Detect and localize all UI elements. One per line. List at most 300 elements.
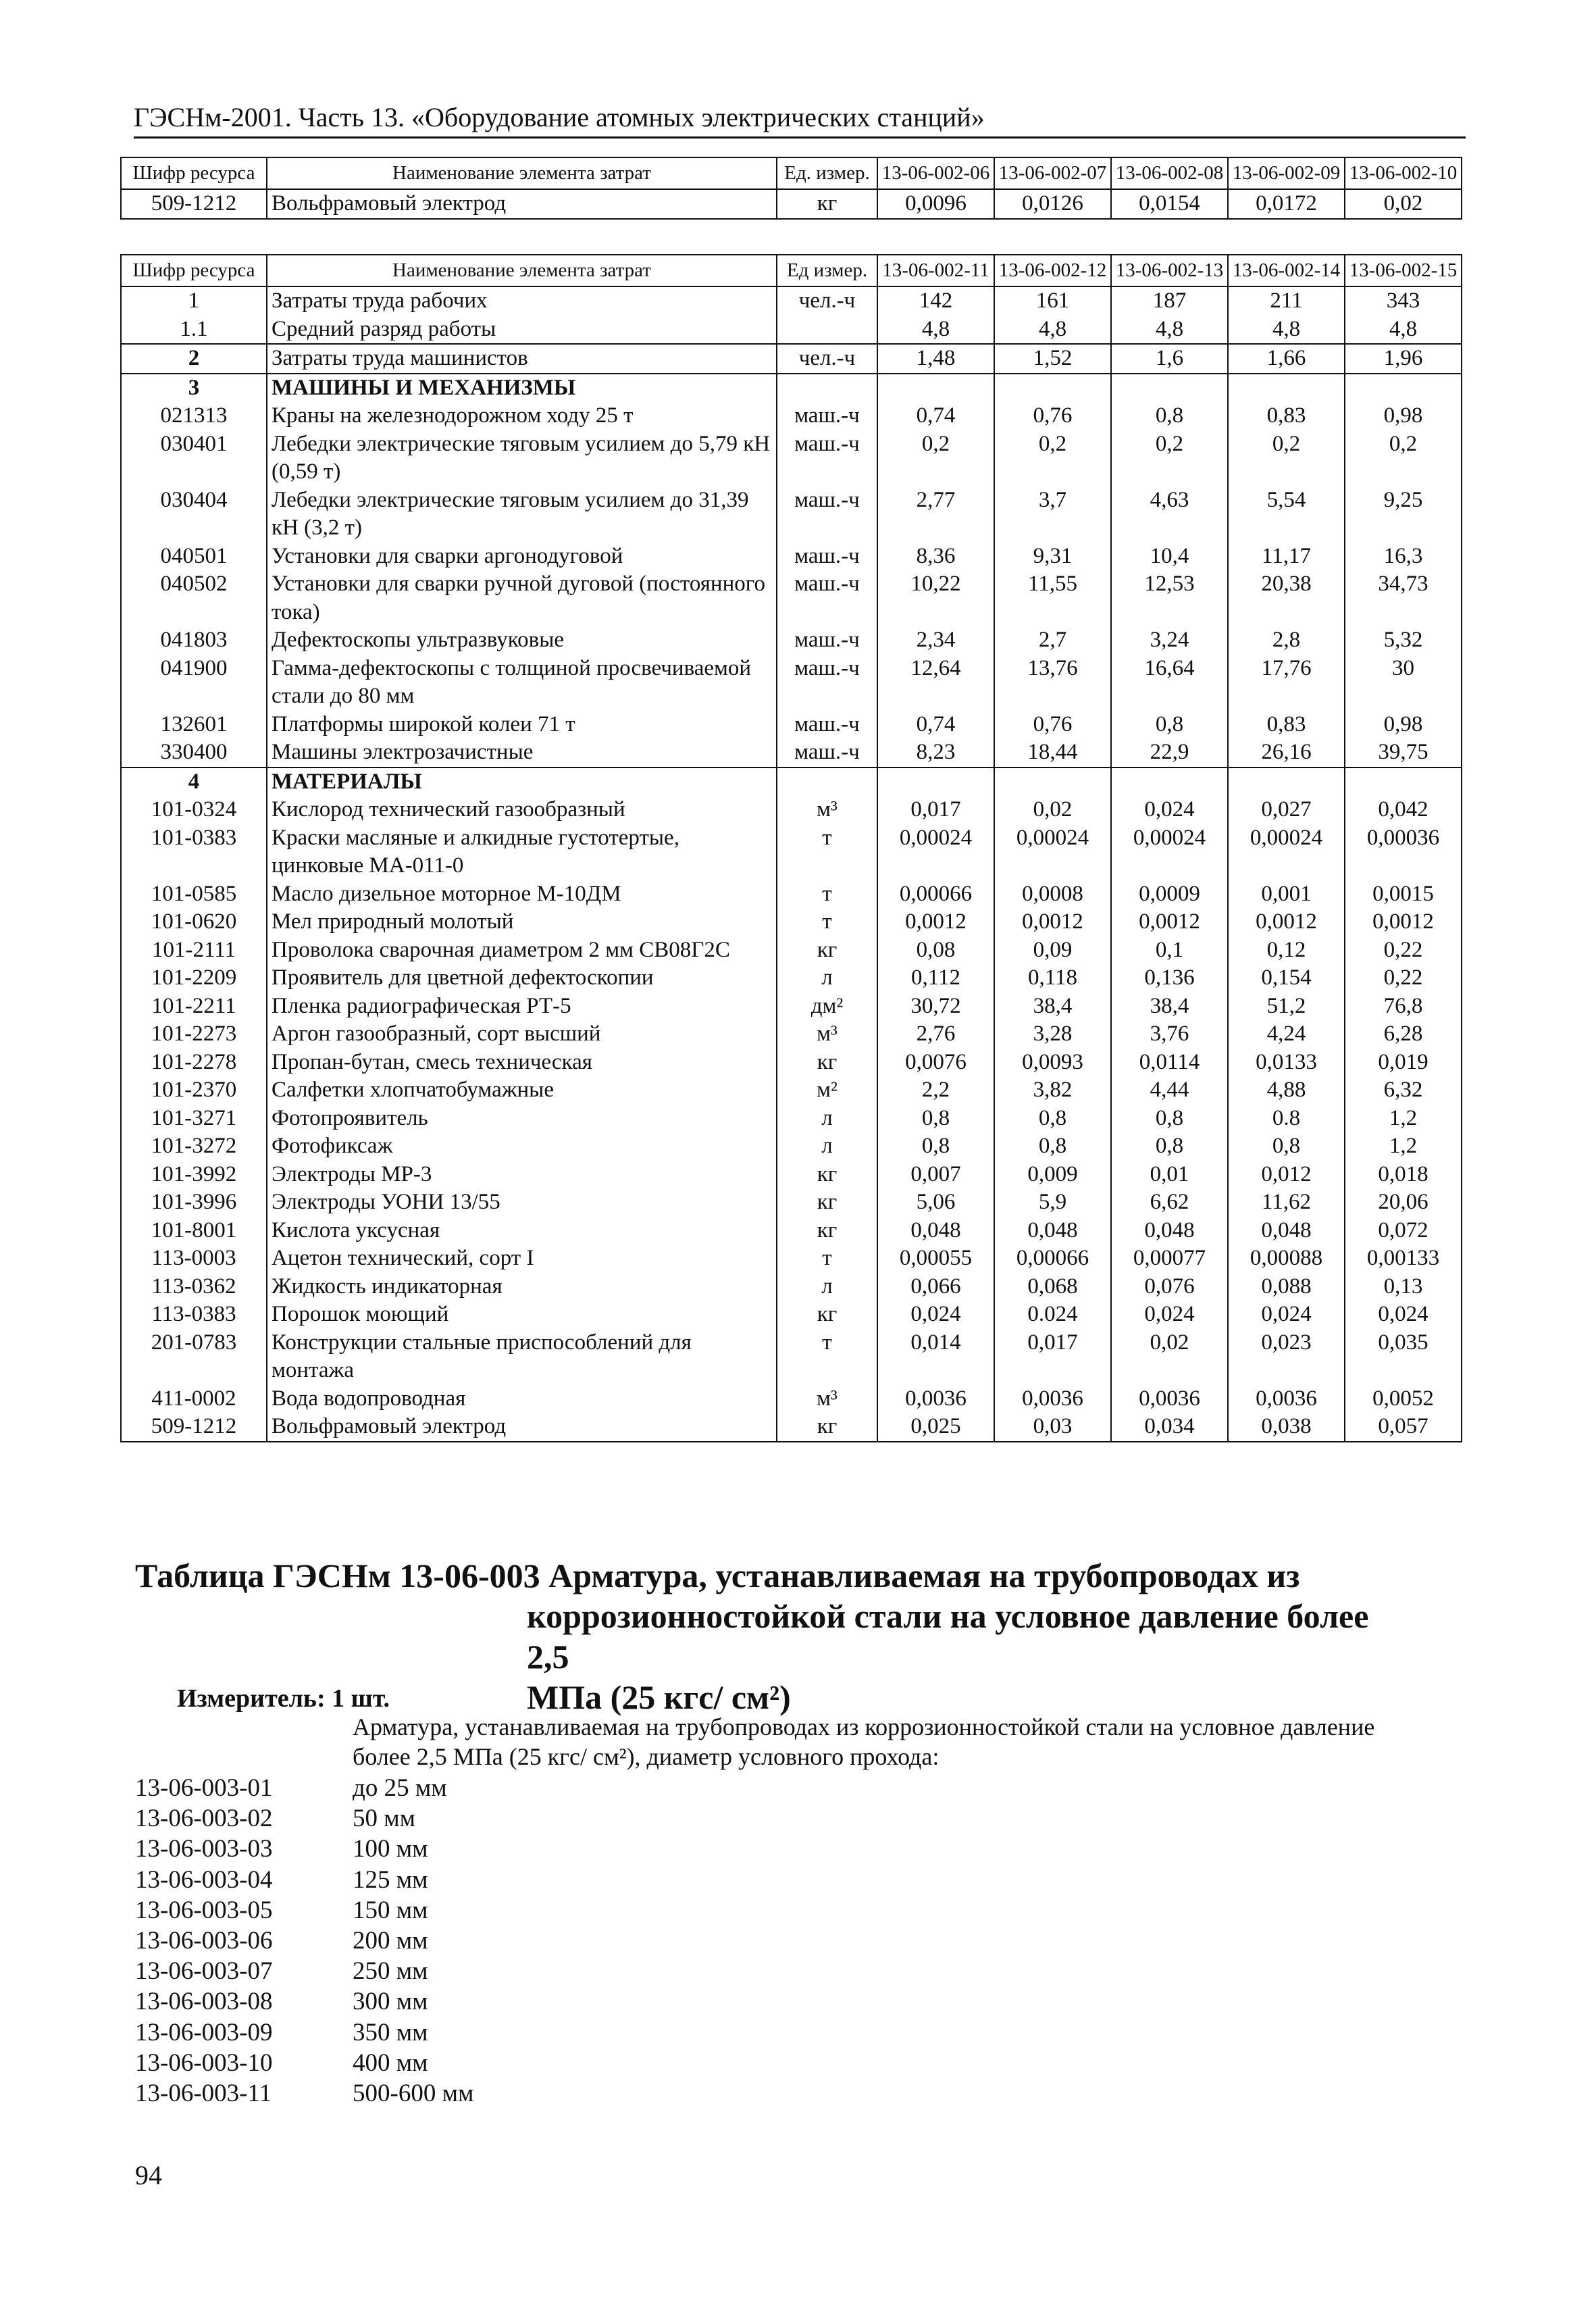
resource-name: Затраты труда машинистов bbox=[267, 344, 777, 374]
value-cell: 0,024 bbox=[1228, 1301, 1345, 1329]
value-cell: 0.8 bbox=[1228, 1105, 1345, 1133]
table-row bbox=[121, 1132, 1462, 1161]
value-cell: 4,8 bbox=[1111, 316, 1228, 345]
norm-code: 13-06-003-09 bbox=[135, 2018, 273, 2046]
value-cell: 0,042 bbox=[1345, 796, 1462, 824]
unit-cell: кг bbox=[777, 1301, 877, 1329]
resource-name: МАТЕРИАЛЫ bbox=[267, 768, 777, 797]
value-cell bbox=[877, 768, 994, 797]
value-cell: 8,36 bbox=[877, 543, 994, 571]
unit-cell: м³ bbox=[777, 796, 877, 824]
value-cell: 0,74 bbox=[877, 711, 994, 739]
value-cell: 4,44 bbox=[1111, 1076, 1228, 1105]
value-cell: 0,024 bbox=[1345, 1301, 1462, 1329]
value-cell bbox=[1228, 768, 1345, 797]
header-norm-code: 13-06-002-09 bbox=[1228, 157, 1345, 189]
unit-cell: т bbox=[777, 1244, 877, 1273]
header-unit: Ед. измер. bbox=[777, 157, 877, 189]
value-cell: 6,62 bbox=[1111, 1188, 1228, 1217]
table-row bbox=[121, 286, 1462, 316]
diameter-label: 500-600 мм bbox=[353, 2080, 474, 2108]
value-cell: 18,44 bbox=[994, 738, 1111, 768]
table-row bbox=[121, 570, 1462, 626]
norm-code: 13-06-003-10 bbox=[135, 2048, 273, 2077]
value-cell: 0,00024 bbox=[994, 824, 1111, 880]
resource-name: Краски масляные и алкидные густотертые, цинковые МА-011-0 bbox=[267, 824, 777, 880]
value-cell: 0,048 bbox=[877, 1217, 994, 1245]
value-cell: 0,068 bbox=[994, 1273, 1111, 1301]
table-row bbox=[121, 908, 1462, 936]
value-cell: 3,7 bbox=[994, 486, 1111, 543]
value-cell: 10,4 bbox=[1111, 543, 1228, 571]
value-cell: 0,8 bbox=[1111, 1132, 1228, 1161]
value-cell: 4,8 bbox=[1345, 316, 1462, 345]
value-cell: 0,8 bbox=[994, 1105, 1111, 1133]
unit-cell: маш.-ч bbox=[777, 430, 877, 486]
value-cell: 0,02 bbox=[1345, 189, 1462, 219]
value-cell: 0,017 bbox=[994, 1329, 1111, 1385]
table-row bbox=[121, 626, 1462, 655]
norm-code: 13-06-003-08 bbox=[135, 1988, 273, 2016]
value-cell: 1,52 bbox=[994, 344, 1111, 374]
value-cell: 0,012 bbox=[1228, 1161, 1345, 1189]
value-cell: 0,8 bbox=[877, 1132, 994, 1161]
value-cell: 5,32 bbox=[1345, 626, 1462, 655]
value-cell: 16,3 bbox=[1345, 543, 1462, 571]
value-cell: 1,6 bbox=[1111, 344, 1228, 374]
value-cell: 0,00077 bbox=[1111, 1244, 1228, 1273]
value-cell: 0,024 bbox=[1111, 1301, 1228, 1329]
code-list-item bbox=[135, 2078, 473, 2109]
value-cell: 38,4 bbox=[1111, 992, 1228, 1021]
table-row bbox=[121, 344, 1462, 374]
table-row bbox=[121, 936, 1462, 965]
value-cell: 0,034 bbox=[1111, 1413, 1228, 1442]
unit-cell: дм² bbox=[777, 992, 877, 1021]
value-cell: 0,066 bbox=[877, 1273, 994, 1301]
table-row bbox=[121, 1413, 1462, 1442]
value-cell: 0,8 bbox=[1228, 1132, 1345, 1161]
resource-code: 101-0585 bbox=[121, 880, 267, 909]
resource-name: Вода водопроводная bbox=[267, 1385, 777, 1413]
value-cell bbox=[1111, 768, 1228, 797]
table-row bbox=[121, 1076, 1462, 1105]
resource-name: Пропан-бутан, смесь техническая bbox=[267, 1049, 777, 1077]
value-cell: 2,8 bbox=[1228, 626, 1345, 655]
value-cell: 2,2 bbox=[877, 1076, 994, 1105]
value-cell: 5,54 bbox=[1228, 486, 1345, 543]
value-cell: 2,7 bbox=[994, 626, 1111, 655]
header-norm-code: 13-06-002-14 bbox=[1228, 255, 1345, 286]
resource-name: Жидкость индикаторная bbox=[267, 1273, 777, 1301]
resource-code: 101-2278 bbox=[121, 1049, 267, 1077]
value-cell: 0,00088 bbox=[1228, 1244, 1345, 1273]
diameter-label: 125 мм bbox=[353, 1865, 428, 1894]
resource-name: Затраты труда рабочих bbox=[267, 286, 777, 316]
section-title-line-3: МПа (25 кгс/ см²) bbox=[527, 1678, 791, 1716]
value-cell: 2,77 bbox=[877, 486, 994, 543]
resource-code: 021313 bbox=[121, 402, 267, 430]
value-cell: 0,13 bbox=[1345, 1273, 1462, 1301]
code-list-item bbox=[135, 1803, 473, 1834]
resource-name: Краны на железнодорожном ходу 25 т bbox=[267, 402, 777, 430]
table-row bbox=[121, 738, 1462, 768]
value-cell: 0,1 bbox=[1111, 936, 1228, 965]
unit-cell: кг bbox=[777, 936, 877, 965]
value-cell: 0,0154 bbox=[1111, 189, 1228, 219]
resource-name: Фотопроявитель bbox=[267, 1105, 777, 1133]
resource-code: 411-0002 bbox=[121, 1385, 267, 1413]
diameter-label: 200 мм bbox=[353, 1927, 428, 1955]
table-row bbox=[121, 711, 1462, 739]
resource-code: 1.1 bbox=[121, 316, 267, 345]
value-cell: 4,88 bbox=[1228, 1076, 1345, 1105]
header-norm-code: 13-06-002-11 bbox=[877, 255, 994, 286]
value-cell: 2,76 bbox=[877, 1020, 994, 1049]
resource-name: Установки для сварки аргонодуговой bbox=[267, 543, 777, 571]
resource-name: Проволока сварочная диаметром 2 мм СВ08Г2С bbox=[267, 936, 777, 965]
norm-code: 13-06-003-07 bbox=[135, 1957, 273, 1986]
value-cell: 0,02 bbox=[994, 796, 1111, 824]
diameter-label: 100 мм bbox=[353, 1835, 428, 1863]
value-cell: 0,74 bbox=[877, 402, 994, 430]
resource-name: Лебедки электрические тяговым усилием до 5,79 кН (0,59 т) bbox=[267, 430, 777, 486]
unit-cell: маш.-ч bbox=[777, 543, 877, 571]
unit-cell: м³ bbox=[777, 1385, 877, 1413]
resource-name: Мел природный молотый bbox=[267, 908, 777, 936]
value-cell: 0,014 bbox=[877, 1329, 994, 1385]
unit-cell: кг bbox=[777, 1049, 877, 1077]
section-title-line-2: коррозионностойкой стали на условное давление более 2,5 bbox=[527, 1597, 1369, 1676]
value-cell: 0,025 bbox=[877, 1413, 994, 1442]
resource-name: Кислота уксусная bbox=[267, 1217, 777, 1245]
value-cell: 8,23 bbox=[877, 738, 994, 768]
value-cell: 0,048 bbox=[1111, 1217, 1228, 1245]
value-cell: 30,72 bbox=[877, 992, 994, 1021]
value-cell: 0,08 bbox=[877, 936, 994, 965]
value-cell: 0,0012 bbox=[994, 908, 1111, 936]
table-row bbox=[121, 1385, 1462, 1413]
value-cell bbox=[994, 768, 1111, 797]
resource-code: 201-0783 bbox=[121, 1329, 267, 1385]
value-cell: 1,66 bbox=[1228, 344, 1345, 374]
value-cell: 76,8 bbox=[1345, 992, 1462, 1021]
resource-code: 030404 bbox=[121, 486, 267, 543]
resource-code: 030401 bbox=[121, 430, 267, 486]
value-cell: 0,0126 bbox=[994, 189, 1111, 219]
table-row bbox=[121, 486, 1462, 543]
value-cell: 11,55 bbox=[994, 570, 1111, 626]
header-unit: Ед измер. bbox=[777, 255, 877, 286]
norm-code: 13-06-003-05 bbox=[135, 1896, 273, 1924]
table-header-row bbox=[121, 157, 1462, 189]
table-row bbox=[121, 1329, 1462, 1385]
value-cell: 0,136 bbox=[1111, 964, 1228, 992]
diameter-label: 50 мм bbox=[353, 1805, 416, 1833]
resource-code: 330400 bbox=[121, 738, 267, 768]
meter-label: Измеритель: 1 шт. bbox=[177, 1684, 390, 1713]
value-cell: 0,09 bbox=[994, 936, 1111, 965]
resource-name: Кислород технический газообразный bbox=[267, 796, 777, 824]
value-cell: 17,76 bbox=[1228, 655, 1345, 711]
unit-cell: м³ bbox=[777, 1020, 877, 1049]
header-norm-code: 13-06-002-10 bbox=[1345, 157, 1462, 189]
norm-code: 13-06-003-01 bbox=[135, 1774, 273, 1802]
value-cell: 1,48 bbox=[877, 344, 994, 374]
resource-code: 101-2273 bbox=[121, 1020, 267, 1049]
resource-name: Дефектоскопы ультразвуковые bbox=[267, 626, 777, 655]
resource-name: Фотофиксаж bbox=[267, 1132, 777, 1161]
value-cell: 1,96 bbox=[1345, 344, 1462, 374]
value-cell bbox=[1345, 374, 1462, 403]
value-cell: 0,83 bbox=[1228, 711, 1345, 739]
value-cell: 10,22 bbox=[877, 570, 994, 626]
table-row bbox=[121, 316, 1462, 345]
code-list-item bbox=[135, 1834, 473, 1864]
resource-name: Установки для сварки ручной дуговой (постоянного тока) bbox=[267, 570, 777, 626]
resource-name: Проявитель для цветной дефектоскопии bbox=[267, 964, 777, 992]
value-cell: 0.024 bbox=[994, 1301, 1111, 1329]
value-cell: 0,76 bbox=[994, 402, 1111, 430]
value-cell: 0,0093 bbox=[994, 1049, 1111, 1077]
unit-cell: л bbox=[777, 1273, 877, 1301]
table-row bbox=[121, 1188, 1462, 1217]
value-cell: 39,75 bbox=[1345, 738, 1462, 768]
resource-code: 101-8001 bbox=[121, 1217, 267, 1245]
value-cell: 0,00024 bbox=[1111, 824, 1228, 880]
value-cell: 1,2 bbox=[1345, 1132, 1462, 1161]
resource-code: 101-2111 bbox=[121, 936, 267, 965]
value-cell: 3,24 bbox=[1111, 626, 1228, 655]
value-cell: 0,0036 bbox=[994, 1385, 1111, 1413]
value-cell: 0,76 bbox=[994, 711, 1111, 739]
diameter-label: 150 мм bbox=[353, 1896, 428, 1924]
table-1-body bbox=[121, 157, 1462, 219]
norm-code: 13-06-003-04 bbox=[135, 1865, 273, 1894]
diameter-label: 300 мм bbox=[353, 1988, 428, 2016]
value-cell: 0,001 bbox=[1228, 880, 1345, 909]
value-cell: 0,0052 bbox=[1345, 1385, 1462, 1413]
value-cell: 0,00024 bbox=[877, 824, 994, 880]
resource-name: Электроды МР-3 bbox=[267, 1161, 777, 1189]
resource-name: Аргон газообразный, сорт высший bbox=[267, 1020, 777, 1049]
value-cell: 5,06 bbox=[877, 1188, 994, 1217]
value-cell bbox=[1111, 374, 1228, 403]
value-cell: 0,2 bbox=[994, 430, 1111, 486]
table-row bbox=[121, 1161, 1462, 1189]
running-head: ГЭСНм-2001. Часть 13. «Оборудование атомных электрических станций» bbox=[134, 101, 1466, 139]
diameter-label: 350 мм bbox=[353, 2018, 428, 2046]
value-cell: 0,0012 bbox=[1345, 908, 1462, 936]
resource-name: Вольфрамовый электрод bbox=[267, 189, 777, 219]
resource-code: 113-0362 bbox=[121, 1273, 267, 1301]
value-cell: 0,0012 bbox=[1111, 908, 1228, 936]
value-cell: 0,98 bbox=[1345, 711, 1462, 739]
table-row bbox=[121, 992, 1462, 1021]
table-row bbox=[121, 189, 1462, 219]
unit-cell: т bbox=[777, 908, 877, 936]
table-description: Арматура, устанавливаемая на трубопроводах из коррозионностойкой стали на условное давление более 2,5 МПа (25 кгс/ см²), диаметр условного прохода: bbox=[353, 1713, 1375, 1770]
resource-name: Лебедки электрические тяговым усилием до 31,39 кН (3,2 т) bbox=[267, 486, 777, 543]
unit-cell: маш.-ч bbox=[777, 402, 877, 430]
resource-code: 101-0383 bbox=[121, 824, 267, 880]
value-cell: 9,25 bbox=[1345, 486, 1462, 543]
resource-code: 101-2209 bbox=[121, 964, 267, 992]
header-norm-code: 13-06-002-06 bbox=[877, 157, 994, 189]
value-cell: 6,32 bbox=[1345, 1076, 1462, 1105]
table-row bbox=[121, 1244, 1462, 1273]
resource-code: 101-2211 bbox=[121, 992, 267, 1021]
resource-name: Электроды УОНИ 13/55 bbox=[267, 1188, 777, 1217]
header-norm-code: 13-06-002-08 bbox=[1111, 157, 1228, 189]
diameter-label: до 25 мм bbox=[353, 1774, 447, 1802]
table-row bbox=[121, 430, 1462, 486]
unit-cell: маш.-ч bbox=[777, 738, 877, 768]
value-cell: 0,00055 bbox=[877, 1244, 994, 1273]
value-cell: 38,4 bbox=[994, 992, 1111, 1021]
unit-cell: кг bbox=[777, 1161, 877, 1189]
table-row bbox=[121, 655, 1462, 711]
value-cell: 0,8 bbox=[877, 1105, 994, 1133]
value-cell: 26,16 bbox=[1228, 738, 1345, 768]
value-cell: 0,024 bbox=[1111, 796, 1228, 824]
value-cell: 0,03 bbox=[994, 1413, 1111, 1442]
unit-cell: кг bbox=[777, 1413, 877, 1442]
unit-cell: маш.-ч bbox=[777, 626, 877, 655]
resource-code: 040501 bbox=[121, 543, 267, 571]
resource-code: 101-3992 bbox=[121, 1161, 267, 1189]
value-cell: 0,00036 bbox=[1345, 824, 1462, 880]
value-cell: 3,76 bbox=[1111, 1020, 1228, 1049]
table-header-row bbox=[121, 255, 1462, 286]
resource-name: Машины электрозачистные bbox=[267, 738, 777, 768]
resource-code: 101-0620 bbox=[121, 908, 267, 936]
resource-code: 041900 bbox=[121, 655, 267, 711]
value-cell: 0,017 bbox=[877, 796, 994, 824]
value-cell: 0,8 bbox=[994, 1132, 1111, 1161]
table-row bbox=[121, 1049, 1462, 1077]
resource-name: Платформы широкой колеи 71 т bbox=[267, 711, 777, 739]
value-cell: 13,76 bbox=[994, 655, 1111, 711]
unit-cell: маш.-ч bbox=[777, 711, 877, 739]
unit-cell: чел.-ч bbox=[777, 344, 877, 374]
value-cell: 0,01 bbox=[1111, 1161, 1228, 1189]
value-cell: 0,076 bbox=[1111, 1273, 1228, 1301]
resource-code: 3 bbox=[121, 374, 267, 403]
value-cell: 51,2 bbox=[1228, 992, 1345, 1021]
value-cell: 0,048 bbox=[994, 1217, 1111, 1245]
value-cell: 0,072 bbox=[1345, 1217, 1462, 1245]
table-row bbox=[121, 1301, 1462, 1329]
resource-code: 101-3996 bbox=[121, 1188, 267, 1217]
code-list-item bbox=[135, 1926, 473, 1956]
resource-name: Гамма-дефектоскопы с толщиной просвечиваемой стали до 80 мм bbox=[267, 655, 777, 711]
value-cell: 12,64 bbox=[877, 655, 994, 711]
value-cell: 0,0008 bbox=[994, 880, 1111, 909]
value-cell: 0,057 bbox=[1345, 1413, 1462, 1442]
value-cell: 0,98 bbox=[1345, 402, 1462, 430]
unit-cell: т bbox=[777, 824, 877, 880]
header-name: Наименование элемента затрат bbox=[267, 255, 777, 286]
unit-cell: т bbox=[777, 880, 877, 909]
value-cell: 20,06 bbox=[1345, 1188, 1462, 1217]
value-cell: 0,0114 bbox=[1111, 1049, 1228, 1077]
value-cell: 1,2 bbox=[1345, 1105, 1462, 1133]
value-cell: 0,8 bbox=[1111, 402, 1228, 430]
resource-name: Ацетон технический, сорт I bbox=[267, 1244, 777, 1273]
table-row bbox=[121, 796, 1462, 824]
value-cell: 0,0009 bbox=[1111, 880, 1228, 909]
value-cell: 20,38 bbox=[1228, 570, 1345, 626]
norm-code: 13-06-003-02 bbox=[135, 1805, 273, 1833]
value-cell: 0,038 bbox=[1228, 1413, 1345, 1442]
unit-cell: кг bbox=[777, 1217, 877, 1245]
resource-code: 132601 bbox=[121, 711, 267, 739]
resource-name: Масло дизельное моторное М-10ДМ bbox=[267, 880, 777, 909]
value-cell: 0,048 bbox=[1228, 1217, 1345, 1245]
unit-cell: т bbox=[777, 1329, 877, 1385]
value-cell: 3,82 bbox=[994, 1076, 1111, 1105]
value-cell: 0,22 bbox=[1345, 936, 1462, 965]
resource-name: Средний разряд работы bbox=[267, 316, 777, 345]
value-cell: 30 bbox=[1345, 655, 1462, 711]
unit-cell bbox=[777, 768, 877, 797]
value-cell: 0,8 bbox=[1111, 711, 1228, 739]
code-list bbox=[135, 1773, 473, 2109]
value-cell: 34,73 bbox=[1345, 570, 1462, 626]
resource-name: Пленка радиографическая РТ-5 bbox=[267, 992, 777, 1021]
value-cell: 11,17 bbox=[1228, 543, 1345, 571]
table-row bbox=[121, 1020, 1462, 1049]
unit-cell: маш.-ч bbox=[777, 486, 877, 543]
table-2-body bbox=[121, 255, 1462, 1442]
resource-code: 4 bbox=[121, 768, 267, 797]
value-cell bbox=[877, 374, 994, 403]
unit-cell bbox=[777, 374, 877, 403]
value-cell: 0,024 bbox=[877, 1301, 994, 1329]
value-cell: 0,009 bbox=[994, 1161, 1111, 1189]
unit-cell: маш.-ч bbox=[777, 655, 877, 711]
unit-cell: чел.-ч bbox=[777, 286, 877, 316]
value-cell: 0,088 bbox=[1228, 1273, 1345, 1301]
value-cell: 0,027 bbox=[1228, 796, 1345, 824]
resource-code: 101-0324 bbox=[121, 796, 267, 824]
value-cell: 0,83 bbox=[1228, 402, 1345, 430]
resource-code: 101-3272 bbox=[121, 1132, 267, 1161]
table-row bbox=[121, 1273, 1462, 1301]
value-cell: 0,112 bbox=[877, 964, 994, 992]
unit-cell: кг bbox=[777, 189, 877, 219]
value-cell: 0,2 bbox=[877, 430, 994, 486]
value-cell: 4,8 bbox=[877, 316, 994, 345]
resource-code: 101-2370 bbox=[121, 1076, 267, 1105]
resource-code: 113-0383 bbox=[121, 1301, 267, 1329]
value-cell: 4,24 bbox=[1228, 1020, 1345, 1049]
norm-code: 13-06-003-11 bbox=[135, 2080, 272, 2108]
code-list-item bbox=[135, 2048, 473, 2078]
resource-code: 1 bbox=[121, 286, 267, 316]
unit-cell: л bbox=[777, 1132, 877, 1161]
value-cell: 0,118 bbox=[994, 964, 1111, 992]
value-cell bbox=[994, 374, 1111, 403]
value-cell: 0,0036 bbox=[1111, 1385, 1228, 1413]
value-cell: 0,00066 bbox=[994, 1244, 1111, 1273]
value-cell: 16,64 bbox=[1111, 655, 1228, 711]
value-cell: 5,9 bbox=[994, 1188, 1111, 1217]
code-list-item bbox=[135, 2017, 473, 2048]
value-cell: 0,154 bbox=[1228, 964, 1345, 992]
value-cell: 22,9 bbox=[1111, 738, 1228, 768]
